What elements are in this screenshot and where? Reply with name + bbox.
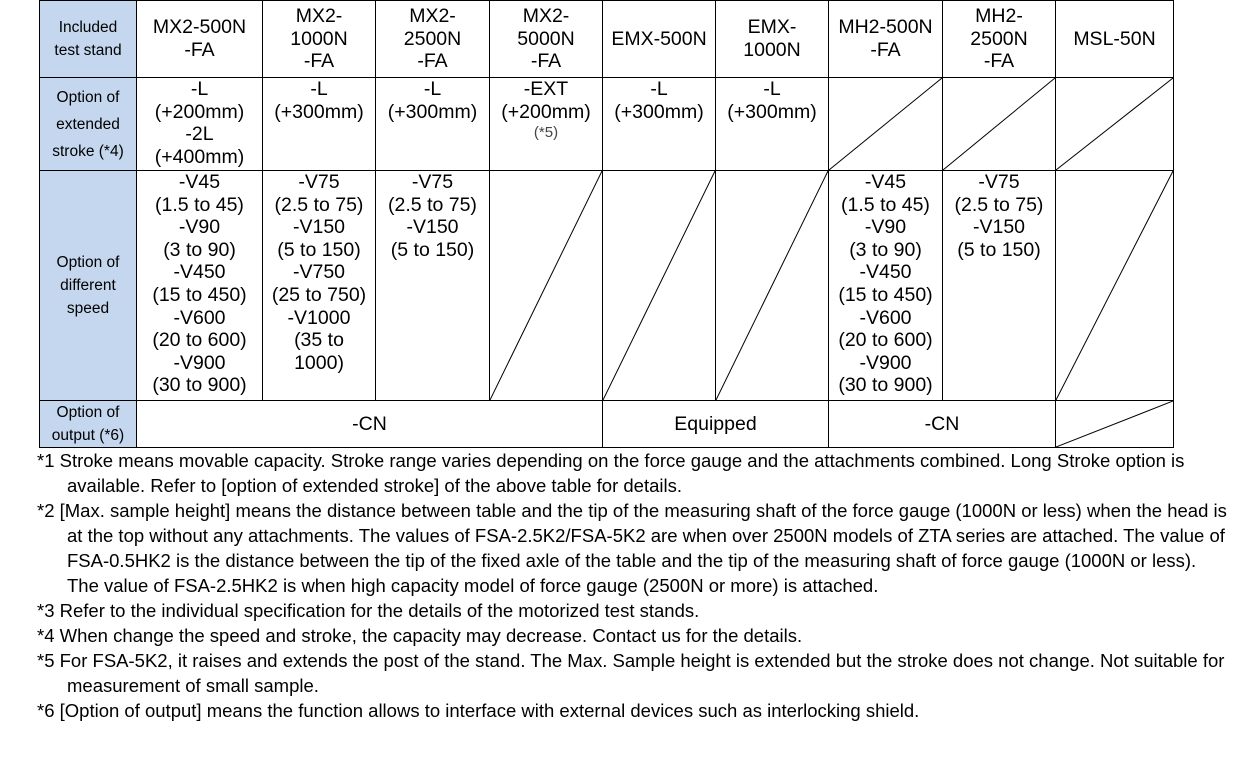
output-mx2-group: -CN [137, 401, 603, 448]
footnote-1: *1 Stroke means movable capacity. Stroke range varies depending on the force gauge and the attachments combined. Long Stroke option is available. Refer to [option of extended stroke] of the above table for details. [37, 450, 1185, 496]
cell-line: (3 to 90) [163, 238, 236, 261]
footnotes [37, 448, 1232, 723]
cell-line: EMX- [747, 16, 797, 39]
footnote-6: *6 [Option of output] means the function allows to interface with external devices such as interlocking shield. [37, 700, 920, 721]
stroke-mh2-500-na [829, 78, 943, 171]
output-msl-50-na [1056, 401, 1174, 448]
cell-line: MX2- [409, 5, 456, 28]
cell-line: MX2- [522, 5, 570, 28]
cell-line: Option of [56, 254, 120, 271]
cell-line: stroke (*4) [52, 142, 124, 160]
speed-mx2-1000 [263, 171, 376, 401]
row-label-included-test-stand [40, 1, 137, 78]
model-mh2-2500n-fa [943, 1, 1056, 78]
cell-line: -V450 [173, 261, 226, 284]
cell-line: -V750 [292, 261, 346, 284]
cell-line: -V450 [859, 261, 912, 284]
cell-line: (15 to 450) [838, 283, 933, 306]
cell-line: (+400mm) [154, 145, 245, 168]
model-mx2-500n-fa [137, 1, 263, 78]
cell-line: Option of [56, 88, 120, 106]
stroke-mx2-500 [137, 78, 263, 171]
speed-emx-1000-na [716, 171, 829, 401]
cell-line: (30 to 900) [838, 374, 933, 397]
model-emx-500n [603, 1, 716, 78]
stroke-msl-50-na [1056, 78, 1174, 171]
cell-line: MH2- [975, 5, 1023, 28]
cell-line: (30 to 900) [152, 374, 247, 397]
cell-line: speed [66, 300, 110, 317]
cell-line: -V75 [298, 171, 340, 193]
cell-line: -FA [870, 39, 901, 61]
cell-line: (2.5 to 75) [954, 193, 1044, 216]
cell-line: (3 to 90) [849, 238, 922, 261]
speed-mh2-2500 [943, 171, 1056, 401]
cell-line: -V150 [292, 216, 346, 239]
speed-mx2-5000-na [490, 171, 603, 401]
cell-line: -FA [303, 50, 335, 73]
cell-line: (20 to 600) [838, 329, 933, 352]
speed-emx-500-na [603, 171, 716, 401]
output-emx-group: Equipped [603, 401, 829, 448]
cell-line: (+200mm) [501, 100, 591, 123]
cell-line: (+300mm) [274, 100, 364, 123]
cell-line: 1000) [294, 351, 344, 374]
stroke-emx-1000 [716, 78, 829, 171]
cell-line: -V75 [411, 171, 454, 193]
cell-line: -L [310, 78, 328, 100]
cell-line: -L [423, 78, 442, 100]
cell-line: -FA [530, 50, 562, 73]
cell-line: 1000N [743, 39, 801, 61]
cell-line: (35 to [294, 329, 344, 352]
cell-line: 1000N [290, 27, 348, 50]
stroke-emx-500 [603, 78, 716, 171]
cell-line: -V75 [978, 171, 1020, 193]
cell-line: (2.5 to 75) [274, 193, 364, 216]
speed-mx2-500 [137, 171, 263, 401]
cell-line: EMX-500N [611, 27, 707, 50]
cell-line: -V45 [178, 171, 221, 193]
cell-line: -EXT [523, 78, 569, 100]
model-mx2-5000n-fa [490, 1, 603, 78]
model-emx-1000n [716, 1, 829, 78]
cell-line: -V900 [859, 351, 912, 374]
cell-line: -2L [185, 123, 214, 146]
cell-line: MX2-500N [152, 16, 247, 39]
stroke-mx2-5000 [490, 78, 603, 171]
cell-line: 5000N [517, 27, 575, 50]
cell-line: -FA [983, 50, 1015, 73]
cell-line: MSL-50N [1073, 27, 1156, 50]
stroke-mh2-2500-na [943, 78, 1056, 171]
cell-line: -V90 [864, 216, 907, 239]
model-msl-50n [1056, 1, 1174, 78]
model-mx2-1000n-fa [263, 1, 376, 78]
row-label-output [40, 401, 137, 448]
stroke-mx2-5000-values [490, 78, 602, 123]
cell-line: -FA [417, 50, 448, 73]
cell-line: (5 to 150) [390, 238, 475, 261]
cell-line: (1.5 to 45) [155, 193, 244, 216]
row-label-extended-stroke [40, 78, 137, 171]
footnote-3: *3 Refer to the individual specification for the details of the motorized test stands. [37, 600, 700, 621]
cell-line: (2.5 to 75) [388, 193, 477, 216]
cell-line: -L [650, 78, 668, 100]
speed-row [40, 171, 1174, 401]
cell-line: -V150 [972, 216, 1026, 239]
cell-line: (+300mm) [727, 100, 817, 123]
cell-line: Option of [56, 404, 120, 421]
cell-line: -L [190, 78, 209, 100]
cell-line: 2500N [403, 27, 462, 50]
cell-line: (15 to 450) [152, 283, 247, 306]
stroke-mx2-1000 [263, 78, 376, 171]
row-label-different-speed [40, 171, 137, 401]
model-mx2-2500n-fa [376, 1, 490, 78]
footnote-ref-5: (*5) [533, 124, 559, 142]
footnote-5: *5 For FSA-5K2, it raises and extends the post of the stand. The Max. Sample height is extended but the stroke does not change. Not suitable for measurement of small sample. [37, 650, 1225, 696]
model-mh2-500n-fa [829, 1, 943, 78]
cell-line: (+300mm) [387, 100, 478, 123]
output-row [40, 401, 1174, 448]
cell-line: -L [763, 78, 781, 100]
cell-line: (1.5 to 45) [841, 193, 930, 216]
spec-table [39, 0, 1174, 448]
header-row [40, 1, 1174, 78]
cell-line: -V600 [859, 306, 912, 329]
cell-line: test stand [54, 42, 122, 59]
cell-line: output (*6) [51, 427, 125, 444]
cell-line: 2500N [970, 27, 1028, 50]
cell-line: (+300mm) [614, 100, 704, 123]
cell-line: -V150 [406, 216, 459, 239]
cell-line: -V1000 [287, 306, 351, 329]
stroke-row [40, 78, 1174, 171]
cell-line: (25 to 750) [271, 283, 367, 306]
cell-line: -V900 [173, 351, 226, 374]
speed-mh2-500 [829, 171, 943, 401]
speed-msl-50-na [1056, 171, 1174, 401]
cell-line: -V90 [178, 216, 221, 239]
cell-line: Included [58, 19, 118, 36]
cell-line: different [60, 277, 116, 294]
cell-line: -V45 [864, 171, 907, 193]
cell-line: MX2- [295, 5, 343, 28]
footnote-2: *2 [Max. sample height] means the distance between table and the tip of the measuring shaft of the force gauge (1000N or less) when the head is at the top without any attachments. The values of FSA-2.5K2/FSA-5K2 are when over 2500N models of ZTA series are attached. The value of FSA-0.5HK2 is the distance between the tip of the fixed axle of the table and the tip of the measuring shaft of force gauge (1000N or less). The value of FSA-2.5HK2 is when high capacity model of force gauge (2500N or more) is attached. [37, 500, 1227, 596]
cell-line: MH2-500N [838, 16, 933, 39]
stroke-mx2-2500 [376, 78, 490, 171]
cell-line: (5 to 150) [277, 238, 361, 261]
cell-line: (+200mm) [154, 100, 245, 123]
output-mh2-group: -CN [829, 401, 1056, 448]
cell-line: -V600 [173, 306, 226, 329]
cell-line: extended [56, 115, 120, 133]
speed-mx2-2500 [376, 171, 490, 401]
cell-line: (20 to 600) [152, 329, 247, 352]
cell-line: -FA [184, 39, 215, 61]
cell-line: (5 to 150) [957, 238, 1041, 261]
footnote-4: *4 When change the speed and stroke, the capacity may decrease. Contact us for the details. [37, 625, 803, 646]
